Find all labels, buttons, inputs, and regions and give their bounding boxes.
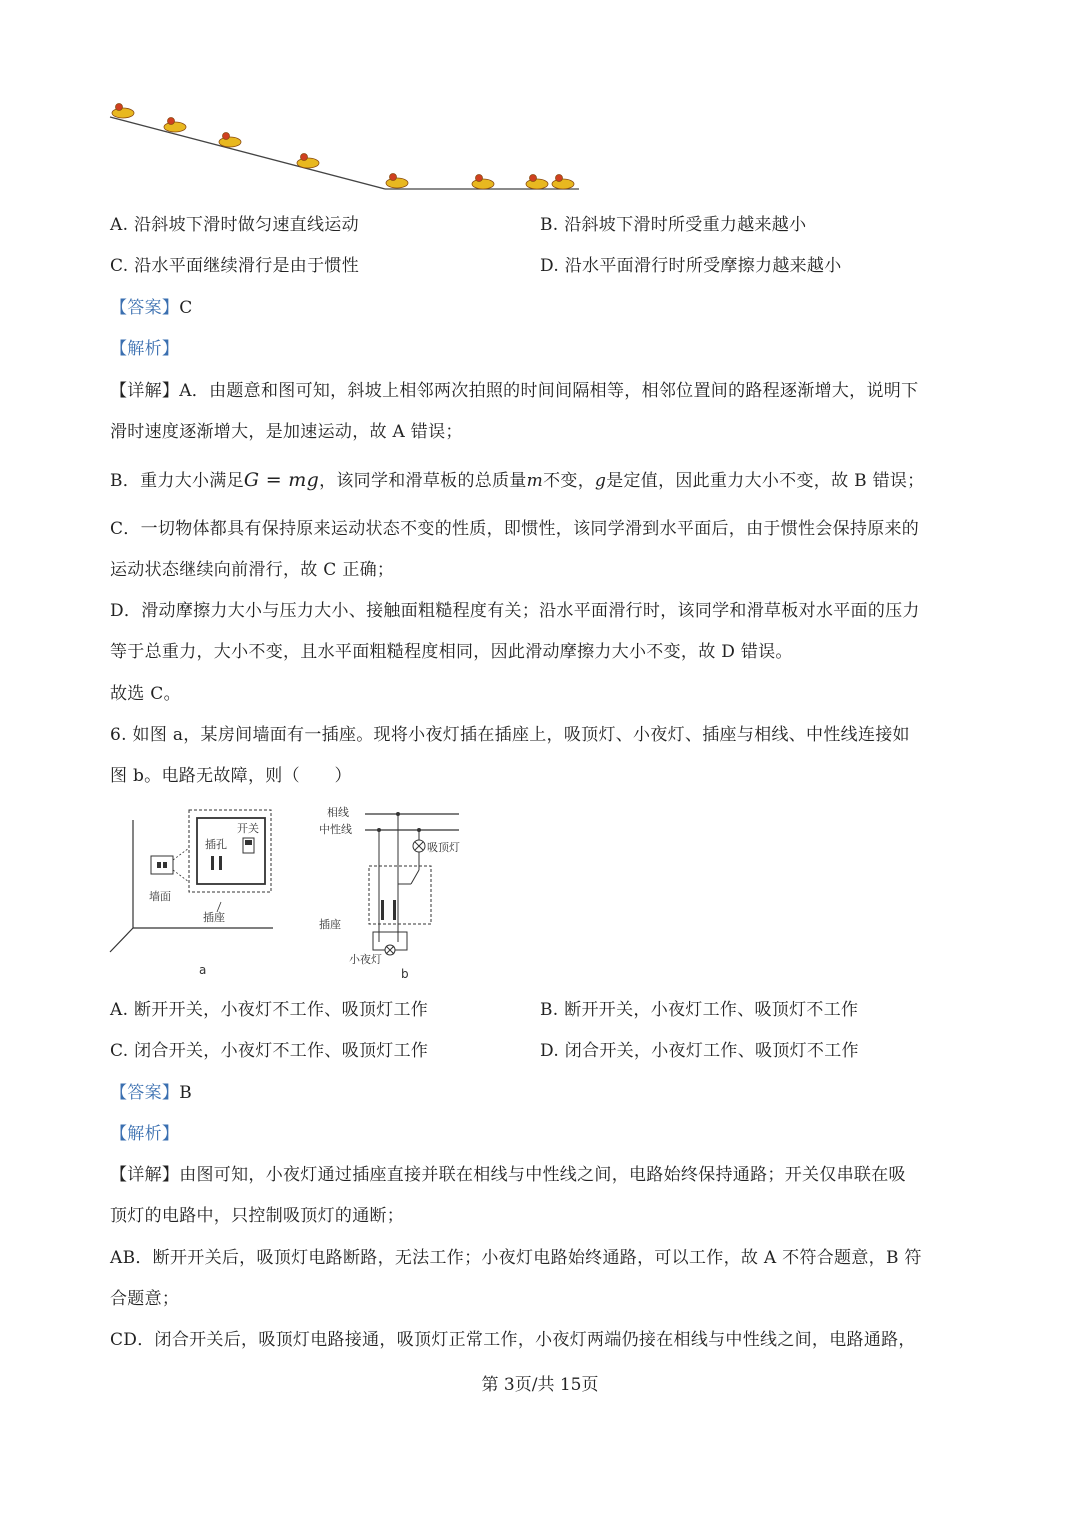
q6-ab-1: AB．断开开关后，吸顶灯电路断路，无法工作；小夜灯电路始终通路，可以工作，故 A 不符合题意，B 符 — [110, 1248, 922, 1268]
q5-option-d: D. 沿水平面滑行时所受摩擦力越来越小 — [540, 256, 842, 276]
answer-value: B — [179, 1083, 192, 1103]
q5-option-c: C. 沿水平面继续滑行是由于惯性 — [110, 256, 360, 276]
detail-text: A．由题意和图可知，斜坡上相邻两次拍照的时间间隔相等，相邻位置间的路程逐渐增大，说明下 — [179, 381, 919, 401]
q5-detail-c-2: 运动状态继续向前滑行，故 C 正确； — [110, 560, 395, 580]
q6-answer — [110, 1081, 192, 1105]
fig-b-ceiling-label: 吸顶灯 — [427, 841, 460, 854]
figure-b — [315, 800, 475, 985]
q5-answer — [110, 296, 193, 320]
fig-a-switch-label: 开关 — [237, 822, 259, 835]
q6-option-a: A. 断开开关，小夜灯不工作、吸顶灯工作 — [110, 1000, 429, 1020]
page-footer: 第 3页/共 15页 — [481, 1375, 599, 1395]
answer-value: C — [179, 298, 193, 318]
detail-b-mid: ，该同学和滑草板的总质量 — [319, 471, 527, 491]
detail-tag: 【详解】 — [110, 381, 180, 401]
gravity-formula: G = mg — [243, 469, 320, 491]
fig-b-socket-label: 插座 — [319, 918, 341, 931]
fig-a-hole-label: 插孔 — [205, 838, 227, 851]
fig-b-night-label: 小夜灯 — [349, 953, 382, 966]
q5-analysis-tag — [110, 337, 179, 361]
q5-option-b: B. 沿斜坡下滑时所受重力越来越小 — [540, 215, 807, 235]
answer-tag: 【答案】 — [110, 298, 180, 318]
detail-b-post: 是定值，因此重力大小不变，故 B 错误； — [606, 471, 925, 491]
q6-cd-1: CD．闭合开关后，吸顶灯电路接通，吸顶灯正常工作，小夜灯两端仍接在相线与中性线之间，电路通路， — [110, 1330, 916, 1350]
q6-ab-2: 合题意； — [110, 1289, 180, 1309]
fig-a-wall-label: 墙面 — [149, 890, 171, 903]
q6-stem-2: 图 b。电路无故障，则（ ） — [110, 766, 352, 786]
fig-b-caption: b — [401, 967, 409, 981]
g-symbol: g — [595, 471, 607, 491]
detail-tag: 【详解】 — [110, 1165, 180, 1185]
fig-b-live-label: 相线 — [327, 806, 349, 819]
q5-detail-d-1: D．滑动摩擦力大小与压力大小、接触面粗糙程度有关；沿水平面滑行时，该同学和滑草板对水平面的压力 — [110, 601, 920, 621]
detail-text: 由图可知，小夜灯通过插座直接并联在相线与中性线之间，电路始终保持通路；开关仅串联在吸 — [179, 1165, 906, 1185]
q6-analysis-tag — [110, 1122, 179, 1146]
q5-conclusion: 故选 C。 — [110, 684, 181, 704]
slider-figure — [112, 104, 574, 190]
fig-a-caption: a — [199, 963, 207, 977]
q5-detail-d-2: 等于总重力，大小不变，且水平面粗糙程度相同，因此滑动摩擦力大小不变，故 D 错误。 — [110, 642, 793, 662]
analysis-tag: 【解析】 — [110, 339, 180, 359]
q5-option-a: A. 沿斜坡下滑时做匀速直线运动 — [110, 215, 359, 235]
fig-b-neutral-label: 中性线 — [319, 823, 352, 836]
q5-detail-c-1: C．一切物体都具有保持原来运动状态不变的性质，即惯性，该同学滑到水平面后，由于惯性会保持原来的 — [110, 519, 920, 539]
q6-option-d: D. 闭合开关，小夜灯工作、吸顶灯不工作 — [540, 1041, 859, 1061]
slope-figure — [105, 95, 585, 200]
analysis-tag: 【解析】 — [110, 1124, 180, 1144]
mass-symbol: m — [526, 471, 544, 491]
q5-detail-b — [110, 468, 925, 493]
q6-option-c: C. 闭合开关，小夜灯不工作、吸顶灯工作 — [110, 1041, 429, 1061]
detail-b-pre: B．重力大小满足 — [110, 471, 244, 491]
fig-a-socket-label: 插座 — [203, 911, 225, 924]
q6-detail-1 — [110, 1163, 906, 1187]
q6-option-b: B. 断开开关，小夜灯工作、吸顶灯不工作 — [540, 1000, 859, 1020]
q6-detail-2: 顶灯的电路中，只控制吸顶灯的通断； — [110, 1206, 405, 1226]
answer-tag: 【答案】 — [110, 1083, 180, 1103]
detail-b-mid2: 不变， — [543, 471, 595, 491]
q5-detail-a-2: 滑时速度逐渐增大，是加速运动，故 A 错误； — [110, 422, 463, 442]
q5-detail-a-1 — [110, 379, 918, 403]
figure-a — [105, 800, 285, 980]
q6-stem-1: 6. 如图 a，某房间墙面有一插座。现将小夜灯插在插座上，吸顶灯、小夜灯、插座与相线、中性线连接如 — [110, 725, 910, 745]
